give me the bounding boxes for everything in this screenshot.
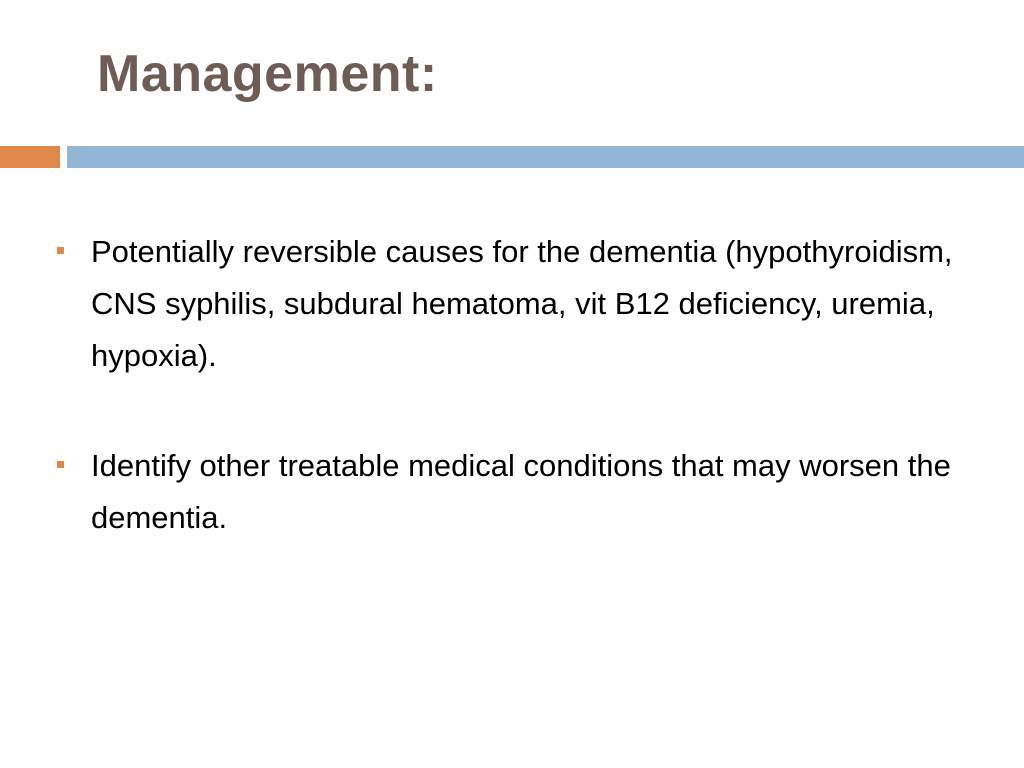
bullet-text: Potentially reversible causes for the dementia (hypothyroidism, CNS syphilis, subdural hematoma, vit B12 deficiency, uremia, hypoxia). — [91, 234, 953, 373]
bullet-item — [0, 226, 1024, 382]
square-bullet-icon — [57, 247, 64, 254]
title-divider-bar — [67, 146, 1024, 168]
square-bullet-icon — [57, 461, 64, 468]
bullet-list — [0, 226, 1024, 602]
bullet-text: Identify other treatable medical conditions that may worsen the dementia. — [91, 448, 951, 535]
slide-title: Management: — [97, 45, 438, 103]
bullet-item — [0, 440, 1024, 544]
title-accent-bar — [0, 146, 60, 168]
